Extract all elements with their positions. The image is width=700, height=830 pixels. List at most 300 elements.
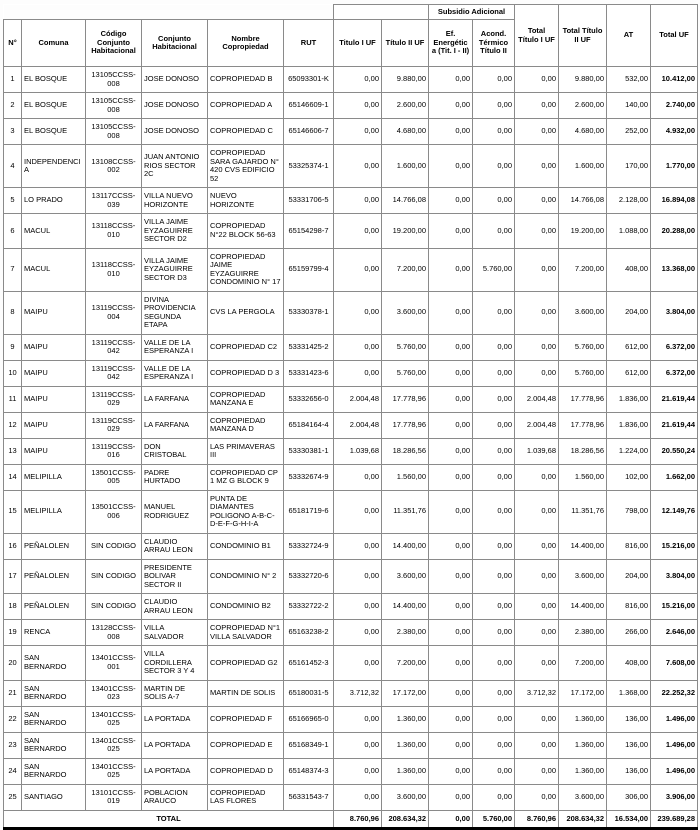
- cell: 22: [4, 706, 22, 732]
- table-row: [4, 248, 698, 291]
- cell: PUNTA DE DIAMANTES POLIGONO A-B-C-D-E-F-G-H-I-A: [208, 490, 284, 533]
- cell: 170,00: [607, 145, 651, 188]
- cell: 0,00: [429, 464, 473, 490]
- cell: COPROPIEDAD CP 1 MZ G BLOCK 9: [208, 464, 284, 490]
- cell: 10: [4, 360, 22, 386]
- cell: 15.216,00: [651, 594, 698, 620]
- cell: LA PORTADA: [142, 758, 208, 784]
- cell: 0,00: [515, 214, 559, 249]
- cell: 53330378-1: [284, 291, 334, 334]
- cell: 1.360,00: [382, 732, 429, 758]
- cell: 1: [4, 67, 22, 93]
- cell: COPROPIEDAD F: [208, 706, 284, 732]
- col-header-total-uf: Total UF: [651, 5, 698, 67]
- cell: 204,00: [607, 291, 651, 334]
- cell: 10.412,00: [651, 67, 698, 93]
- cell: 3.712,32: [334, 680, 382, 706]
- cell: 53330381-1: [284, 438, 334, 464]
- cell: 0,00: [473, 119, 515, 145]
- table-row: [4, 646, 698, 681]
- cell: 1.662,00: [651, 464, 698, 490]
- table-row: [4, 533, 698, 559]
- cell: 0,00: [429, 93, 473, 119]
- table-row: [4, 438, 698, 464]
- cell: 0,00: [515, 620, 559, 646]
- cell: CLAUDIO ARRAU LEON: [142, 594, 208, 620]
- cell: 0,00: [473, 464, 515, 490]
- cell: 1.224,00: [607, 438, 651, 464]
- cell: 13501CCSS-005: [86, 464, 142, 490]
- group-header-subsidio-adicional: Subsidio Adicional: [429, 5, 515, 20]
- cell: COPROPIEDAD D 3: [208, 360, 284, 386]
- cell: 0,00: [334, 533, 382, 559]
- table-row: [4, 559, 698, 594]
- cell: 5.760,00: [559, 360, 607, 386]
- col-header-acond-termico: Acond. Térmico Título II: [473, 20, 515, 67]
- cell: 2.646,00: [651, 620, 698, 646]
- cell: 0,00: [334, 334, 382, 360]
- cell: JOSE DONOSO: [142, 67, 208, 93]
- cell: 13501CCSS-006: [86, 490, 142, 533]
- cell: 4.680,00: [382, 119, 429, 145]
- cell: SIN CODIGO: [86, 559, 142, 594]
- cell: 12.149,76: [651, 490, 698, 533]
- cell: 9.880,00: [382, 67, 429, 93]
- cell: EL BOSQUE: [22, 93, 86, 119]
- cell: 0,00: [429, 188, 473, 214]
- cell: 13401CCSS-025: [86, 706, 142, 732]
- cell: COPROPIEDAD D: [208, 758, 284, 784]
- cell: COPROPIEDAD MANZANA E: [208, 386, 284, 412]
- cell: 0,00: [429, 680, 473, 706]
- cell: 0,00: [515, 188, 559, 214]
- cell: 19.200,00: [559, 214, 607, 249]
- cell: 0,00: [473, 334, 515, 360]
- cell: CVS LA PERGOLA: [208, 291, 284, 334]
- cell: 13117CCSS-039: [86, 188, 142, 214]
- cell: SAN BERNARDO: [22, 732, 86, 758]
- cell: JUAN ANTONIO RIOS SECTOR 2C: [142, 145, 208, 188]
- table-row: [4, 680, 698, 706]
- cell: LA PORTADA: [142, 706, 208, 732]
- header-row-group: [4, 5, 698, 20]
- cell: 13118CCSS-010: [86, 214, 142, 249]
- cell: 65146606-7: [284, 119, 334, 145]
- cell: 0,00: [334, 594, 382, 620]
- cell: 0,00: [334, 706, 382, 732]
- cell: 21.619,44: [651, 412, 698, 438]
- total-titulo-ii: 208.634,32: [382, 810, 429, 829]
- total-total-uf: 239.689,28: [651, 810, 698, 829]
- cell: 17.778,96: [559, 412, 607, 438]
- cell: 252,00: [607, 119, 651, 145]
- cell: 0,00: [334, 67, 382, 93]
- cell: 13119CCSS-029: [86, 412, 142, 438]
- cell: 140,00: [607, 93, 651, 119]
- col-header-ef-energetica: Ef. Energétic a (Tit. I - II): [429, 20, 473, 67]
- cell: CONDOMINIO N° 2: [208, 559, 284, 594]
- cell: 13128CCSS-008: [86, 620, 142, 646]
- total-titulo-i: 8.760,96: [334, 810, 382, 829]
- cell: VILLA JAIME EYZAGUIRRE SECTOR D2: [142, 214, 208, 249]
- cell: 53331706-5: [284, 188, 334, 214]
- cell: 5.760,00: [559, 334, 607, 360]
- cell: 13401CCSS-025: [86, 758, 142, 784]
- table-row: [4, 620, 698, 646]
- table-row: [4, 490, 698, 533]
- subsidy-table: [3, 4, 698, 830]
- table-footer: [4, 810, 698, 829]
- cell: MACUL: [22, 214, 86, 249]
- cell: 3.600,00: [382, 291, 429, 334]
- cell: 14.400,00: [382, 533, 429, 559]
- cell: MAIPU: [22, 291, 86, 334]
- cell: NUEVO HORIZONTE: [208, 188, 284, 214]
- cell: 266,00: [607, 620, 651, 646]
- table-row: [4, 188, 698, 214]
- cell: 0,00: [429, 646, 473, 681]
- table-row: [4, 464, 698, 490]
- cell: 0,00: [429, 732, 473, 758]
- total-total-titulo-ii: 208.634,32: [559, 810, 607, 829]
- cell: 7.200,00: [559, 248, 607, 291]
- cell: 0,00: [334, 188, 382, 214]
- cell: 0,00: [429, 706, 473, 732]
- cell: 0,00: [334, 119, 382, 145]
- cell: VALLE DE LA ESPERANZA I: [142, 360, 208, 386]
- cell: 17.172,00: [559, 680, 607, 706]
- cell: 0,00: [429, 214, 473, 249]
- table-row: [4, 67, 698, 93]
- cell: MARTIN DE SOLIS: [208, 680, 284, 706]
- cell: 3.712,32: [515, 680, 559, 706]
- cell: 13105CCSS-008: [86, 93, 142, 119]
- cell: 0,00: [429, 758, 473, 784]
- table-row: [4, 214, 698, 249]
- cell: 17.778,96: [559, 386, 607, 412]
- cell: LO PRADO: [22, 188, 86, 214]
- cell: 20.288,00: [651, 214, 698, 249]
- col-header-total-titulo-ii-uf: Total Título II UF: [559, 5, 607, 67]
- cell: 18: [4, 594, 22, 620]
- cell: 0,00: [515, 559, 559, 594]
- cell: 0,00: [334, 784, 382, 810]
- cell: COPROPIEDAD SARA GAJARDO N° 420 CVS EDIFICIO 52: [208, 145, 284, 188]
- cell: 2.004,48: [334, 412, 382, 438]
- cell: CONDOMINIO B2: [208, 594, 284, 620]
- cell: 0,00: [334, 559, 382, 594]
- cell: 18.286,56: [382, 438, 429, 464]
- cell: 13119CCSS-029: [86, 386, 142, 412]
- table-row: [4, 758, 698, 784]
- cell: SAN BERNARDO: [22, 706, 86, 732]
- cell: 3.600,00: [382, 559, 429, 594]
- col-header-numero: N°: [4, 20, 22, 67]
- cell: 19.200,00: [382, 214, 429, 249]
- cell: 0,00: [334, 145, 382, 188]
- cell: MAIPU: [22, 360, 86, 386]
- cell: 2.004,48: [515, 412, 559, 438]
- cell: 0,00: [334, 758, 382, 784]
- cell: 14.400,00: [559, 594, 607, 620]
- cell: 1.496,00: [651, 706, 698, 732]
- cell: 13119CCSS-016: [86, 438, 142, 464]
- cell: 2.380,00: [382, 620, 429, 646]
- cell: 14: [4, 464, 22, 490]
- cell: VILLA NUEVO HORIZONTE: [142, 188, 208, 214]
- cell: LAS PRIMAVERAS III: [208, 438, 284, 464]
- cell: 0,00: [334, 248, 382, 291]
- cell: 1.600,00: [382, 145, 429, 188]
- cell: 13: [4, 438, 22, 464]
- cell: LA FARFANA: [142, 386, 208, 412]
- cell: COPROPIEDAD G2: [208, 646, 284, 681]
- cell: 65093301-K: [284, 67, 334, 93]
- cell: 0,00: [515, 594, 559, 620]
- cell: 0,00: [429, 386, 473, 412]
- cell: 612,00: [607, 334, 651, 360]
- col-header-comuna: Comuna: [22, 20, 86, 67]
- cell: 53331423-6: [284, 360, 334, 386]
- cell: COPROPIEDAD A: [208, 93, 284, 119]
- cell: 13119CCSS-042: [86, 334, 142, 360]
- cell: 4: [4, 145, 22, 188]
- cell: 13105CCSS-008: [86, 119, 142, 145]
- cell: 136,00: [607, 706, 651, 732]
- cell: MAIPU: [22, 438, 86, 464]
- cell: 0,00: [515, 291, 559, 334]
- cell: 21.619,44: [651, 386, 698, 412]
- cell: 0,00: [473, 360, 515, 386]
- cell: 204,00: [607, 559, 651, 594]
- cell: COPROPIEDAD E: [208, 732, 284, 758]
- cell: 14.400,00: [559, 533, 607, 559]
- cell: 0,00: [429, 334, 473, 360]
- cell: 23: [4, 732, 22, 758]
- cell: 0,00: [473, 145, 515, 188]
- cell: 816,00: [607, 533, 651, 559]
- cell: 2.004,48: [515, 386, 559, 412]
- cell: COPROPIEDAD N°1 VILLA SALVADOR: [208, 620, 284, 646]
- cell: SAN BERNARDO: [22, 646, 86, 681]
- cell: 4.932,00: [651, 119, 698, 145]
- cell: 3.600,00: [559, 559, 607, 594]
- cell: 22.252,32: [651, 680, 698, 706]
- cell: 15: [4, 490, 22, 533]
- cell: 1.836,00: [607, 386, 651, 412]
- cell: 7.200,00: [382, 646, 429, 681]
- cell: 3.600,00: [382, 784, 429, 810]
- cell: 0,00: [473, 67, 515, 93]
- cell: 13105CCSS-008: [86, 67, 142, 93]
- cell: 13119CCSS-004: [86, 291, 142, 334]
- cell: 65184164-4: [284, 412, 334, 438]
- cell: 2.004,48: [334, 386, 382, 412]
- cell: COPROPIEDAD LAS FLORES: [208, 784, 284, 810]
- table-row: [4, 594, 698, 620]
- table-row: [4, 334, 698, 360]
- cell: 53332674-9: [284, 464, 334, 490]
- cell: 56331543-7: [284, 784, 334, 810]
- cell: 1.368,00: [607, 680, 651, 706]
- cell: 1.039,68: [515, 438, 559, 464]
- cell: 0,00: [515, 646, 559, 681]
- cell: 0,00: [473, 214, 515, 249]
- cell: 0,00: [473, 188, 515, 214]
- cell: 8: [4, 291, 22, 334]
- cell: SANTIAGO: [22, 784, 86, 810]
- col-header-at: AT: [607, 5, 651, 67]
- cell: PADRE HURTADO: [142, 464, 208, 490]
- cell: 65154298-7: [284, 214, 334, 249]
- cell: 14.766,08: [559, 188, 607, 214]
- cell: 1.360,00: [559, 706, 607, 732]
- header-empty-cell: [334, 5, 429, 20]
- cell: MACUL: [22, 248, 86, 291]
- cell: 0,00: [515, 490, 559, 533]
- cell: 13401CCSS-001: [86, 646, 142, 681]
- total-ef-energetica: 0,00: [429, 810, 473, 829]
- cell: 7.200,00: [382, 248, 429, 291]
- cell: 3.906,00: [651, 784, 698, 810]
- cell: 1.496,00: [651, 758, 698, 784]
- cell: 0,00: [515, 533, 559, 559]
- cell: 0,00: [473, 732, 515, 758]
- total-acond-termico: 5.760,00: [473, 810, 515, 829]
- cell: 532,00: [607, 67, 651, 93]
- cell: MAIPU: [22, 412, 86, 438]
- cell: 11.351,76: [382, 490, 429, 533]
- cell: 65146609-1: [284, 93, 334, 119]
- cell: 0,00: [334, 291, 382, 334]
- table-row: [4, 93, 698, 119]
- cell: 1.496,00: [651, 732, 698, 758]
- cell: 24: [4, 758, 22, 784]
- cell: PRESIDENTE BOLIVAR SECTOR II: [142, 559, 208, 594]
- cell: 408,00: [607, 646, 651, 681]
- table-row: [4, 360, 698, 386]
- cell: LA FARFANA: [142, 412, 208, 438]
- cell: 2.380,00: [559, 620, 607, 646]
- cell: 0,00: [429, 145, 473, 188]
- cell: 408,00: [607, 248, 651, 291]
- cell: 136,00: [607, 758, 651, 784]
- cell: COPROPIEDAD JAIME EYZAGUIRRE CONDOMINIO N° 17: [208, 248, 284, 291]
- cell: 13101CCSS-019: [86, 784, 142, 810]
- cell: 17: [4, 559, 22, 594]
- cell: RENCA: [22, 620, 86, 646]
- cell: 0,00: [473, 93, 515, 119]
- cell: 0,00: [473, 784, 515, 810]
- cell: 53325374-1: [284, 145, 334, 188]
- cell: 0,00: [429, 438, 473, 464]
- cell: 0,00: [429, 291, 473, 334]
- cell: 65161452-3: [284, 646, 334, 681]
- cell: 11: [4, 386, 22, 412]
- cell: 53331425-2: [284, 334, 334, 360]
- cell: 5.760,00: [382, 334, 429, 360]
- cell: 0,00: [334, 464, 382, 490]
- header-spacer: [4, 5, 334, 20]
- total-total-titulo-i: 8.760,96: [515, 810, 559, 829]
- cell: CLAUDIO ARRAU LEON: [142, 533, 208, 559]
- cell: 65181719-6: [284, 490, 334, 533]
- cell: PEÑALOLEN: [22, 559, 86, 594]
- cell: 816,00: [607, 594, 651, 620]
- cell: 65168349-1: [284, 732, 334, 758]
- cell: 306,00: [607, 784, 651, 810]
- cell: 0,00: [515, 67, 559, 93]
- table-header: [4, 5, 698, 67]
- cell: MELIPILLA: [22, 490, 86, 533]
- cell: 2.128,00: [607, 188, 651, 214]
- cell: 2: [4, 93, 22, 119]
- cell: 0,00: [515, 732, 559, 758]
- cell: 53332722-2: [284, 594, 334, 620]
- table-row: [4, 412, 698, 438]
- cell: 0,00: [473, 620, 515, 646]
- cell: SAN BERNARDO: [22, 758, 86, 784]
- cell: COPROPIEDAD C2: [208, 334, 284, 360]
- cell: 1.088,00: [607, 214, 651, 249]
- cell: 1.560,00: [559, 464, 607, 490]
- cell: 13401CCSS-025: [86, 732, 142, 758]
- cell: 16.894,08: [651, 188, 698, 214]
- cell: 20.550,24: [651, 438, 698, 464]
- cell: MAIPU: [22, 334, 86, 360]
- cell: 13108CCSS-002: [86, 145, 142, 188]
- cell: 0,00: [473, 533, 515, 559]
- cell: 1.770,00: [651, 145, 698, 188]
- cell: 65180031-5: [284, 680, 334, 706]
- table-row: [4, 386, 698, 412]
- cell: 1.360,00: [559, 758, 607, 784]
- cell: LA PORTADA: [142, 732, 208, 758]
- cell: 0,00: [334, 490, 382, 533]
- cell: 0,00: [515, 706, 559, 732]
- table-row: [4, 145, 698, 188]
- cell: 7.608,00: [651, 646, 698, 681]
- cell: COPROPIEDAD B: [208, 67, 284, 93]
- cell: 53332720-6: [284, 559, 334, 594]
- cell: 0,00: [515, 334, 559, 360]
- total-row: [4, 810, 698, 829]
- cell: 612,00: [607, 360, 651, 386]
- cell: 4.680,00: [559, 119, 607, 145]
- table-row: [4, 732, 698, 758]
- cell: CONDOMINIO B1: [208, 533, 284, 559]
- cell: 65163238-2: [284, 620, 334, 646]
- cell: 0,00: [334, 93, 382, 119]
- col-header-total-titulo-i-uf: Total Título I UF: [515, 5, 559, 67]
- cell: 19: [4, 620, 22, 646]
- cell: 0,00: [473, 438, 515, 464]
- cell: 13119CCSS-042: [86, 360, 142, 386]
- cell: COPROPIEDAD C: [208, 119, 284, 145]
- cell: 5.760,00: [473, 248, 515, 291]
- cell: 0,00: [473, 386, 515, 412]
- cell: 2.740,00: [651, 93, 698, 119]
- cell: 1.039,68: [334, 438, 382, 464]
- cell: 798,00: [607, 490, 651, 533]
- cell: COPROPIEDAD N°22 BLOCK 56-63: [208, 214, 284, 249]
- cell: 65148374-3: [284, 758, 334, 784]
- cell: 0,00: [429, 559, 473, 594]
- cell: 3.600,00: [559, 291, 607, 334]
- table-body: [4, 67, 698, 811]
- col-header-codigo-conjunto: Código Conjunto Habitacional: [86, 20, 142, 67]
- cell: 0,00: [334, 732, 382, 758]
